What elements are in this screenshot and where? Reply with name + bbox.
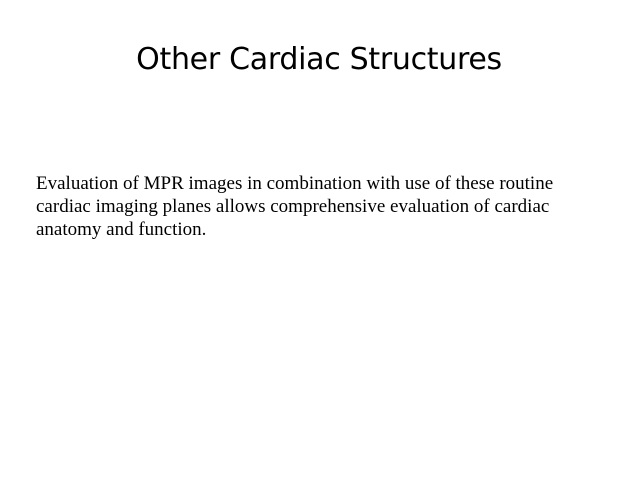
slide-title: Other Cardiac Structures xyxy=(136,42,502,77)
slide-body-text: Evaluation of MPR images in combination with use of these routine cardiac imaging planes allows comprehensive evaluation of cardiac anatomy and function. xyxy=(36,173,554,240)
